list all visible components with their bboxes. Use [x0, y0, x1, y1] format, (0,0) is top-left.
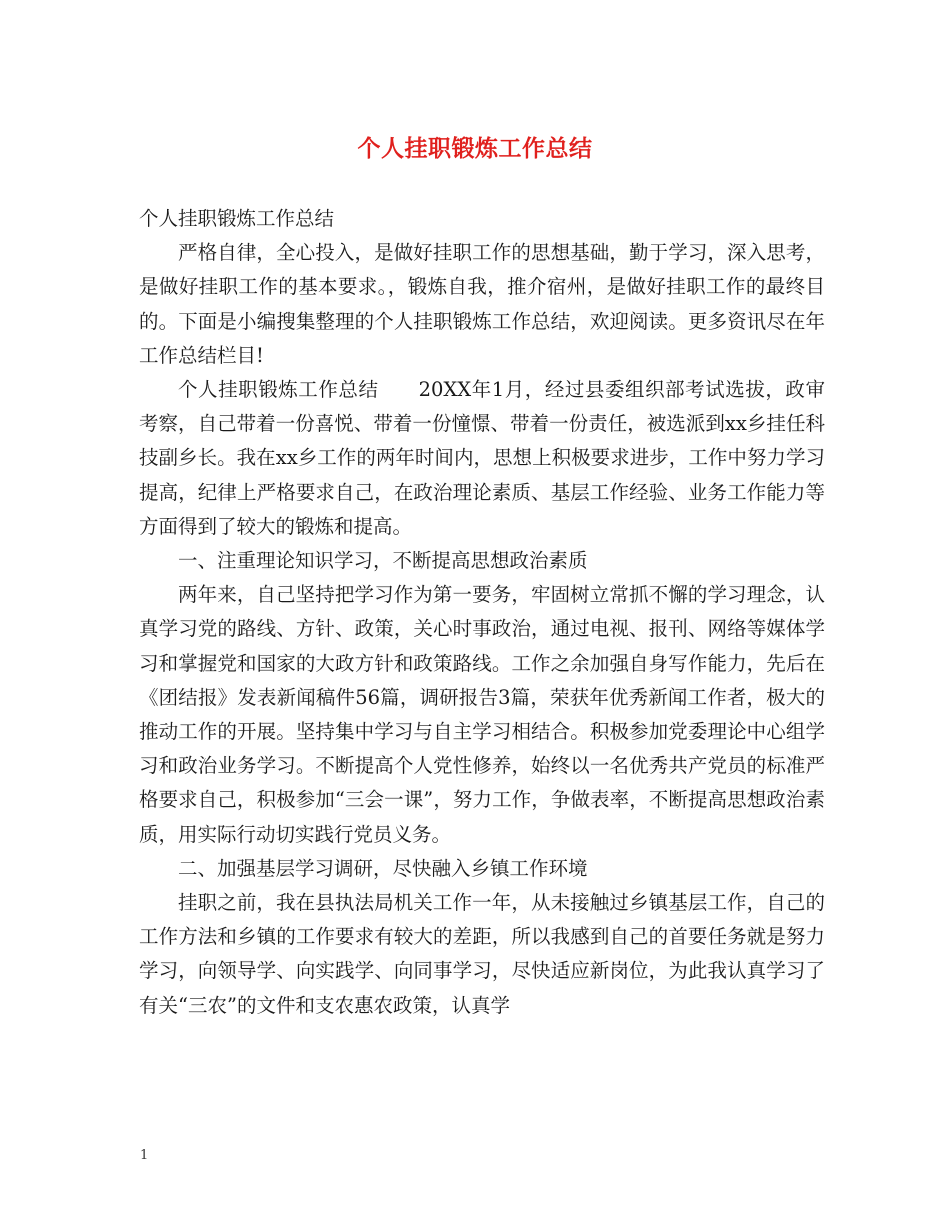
page-number: 1: [140, 1148, 149, 1163]
body-heading: 个人挂职锻炼工作总结: [139, 207, 335, 230]
section-heading: 二、加强基层学习调研，尽快融入乡镇工作环境: [178, 856, 588, 880]
body-paragraph: 挂职之前，我在县执法局机关工作一年，从未接触过乡镇基层工作，自己的工作方法和乡镇的工作要求有较大的差距，所以我感到自己的首要任务就是努力学习，向领导学、向实践学、向同事学习，尽快适应新岗位，为此我认真学习了有关“三农”的文件和支农惠农政策，认真学: [139, 891, 825, 1017]
body-paragraph: 严格自律，全心投入，是做好挂职工作的思想基础，勤于学习，深入思考，是做好挂职工作的基本要求。，锻炼自我，推介宿州，是做好挂职工作的最终目的。下面是小编搜集整理的个人挂职锻炼工作总结，欢迎阅读。更多资讯尽在年工作总结栏目!: [139, 241, 825, 367]
body-paragraph: 两年来，自己坚持把学习作为第一要务，牢固树立常抓不懈的学习理念，认真学习党的路线、方针、政策，关心时事政治，通过电视、报刊、网络等媒体学习和掌握党和国家的大政方针和政策路线。工作之余加强自身写作能力，先后在《团结报》发表新闻稿件56篇，调研报告3篇，荣获年优秀新闻工作者，极大的推动工作的开展。坚持集中学习与自主学习相结合。积极参加党委理论中心组学习和政治业务学习。不断提高个人党性修养，始终以一名优秀共产党员的标准严格要求自己，积极参加“三会一课”，努力工作，争做表率，不断提高思想政治素质，用实际行动切实践行党员义务。: [139, 583, 825, 846]
body-paragraph: 个人挂职锻炼工作总结 20XX年1月，经过县委组织部考试选拔，政审考察，自己带着一份喜悦、带着一份憧憬、带着一份责任，被选派到xx乡挂任科技副乡长。我在xx乡工作的两年时间内，思想上积极要求进步，工作中努力学习提高，纪律上严格要求自己，在政治理论素质、基层工作经验、业务工作能力等方面得到了较大的锻炼和提高。: [139, 378, 825, 538]
section-heading: 一、注重理论知识学习，不断提高思想政治素质: [178, 549, 588, 573]
document-body: [139, 202, 825, 1023]
document-title: 个人挂职锻炼工作总结: [357, 135, 593, 162]
